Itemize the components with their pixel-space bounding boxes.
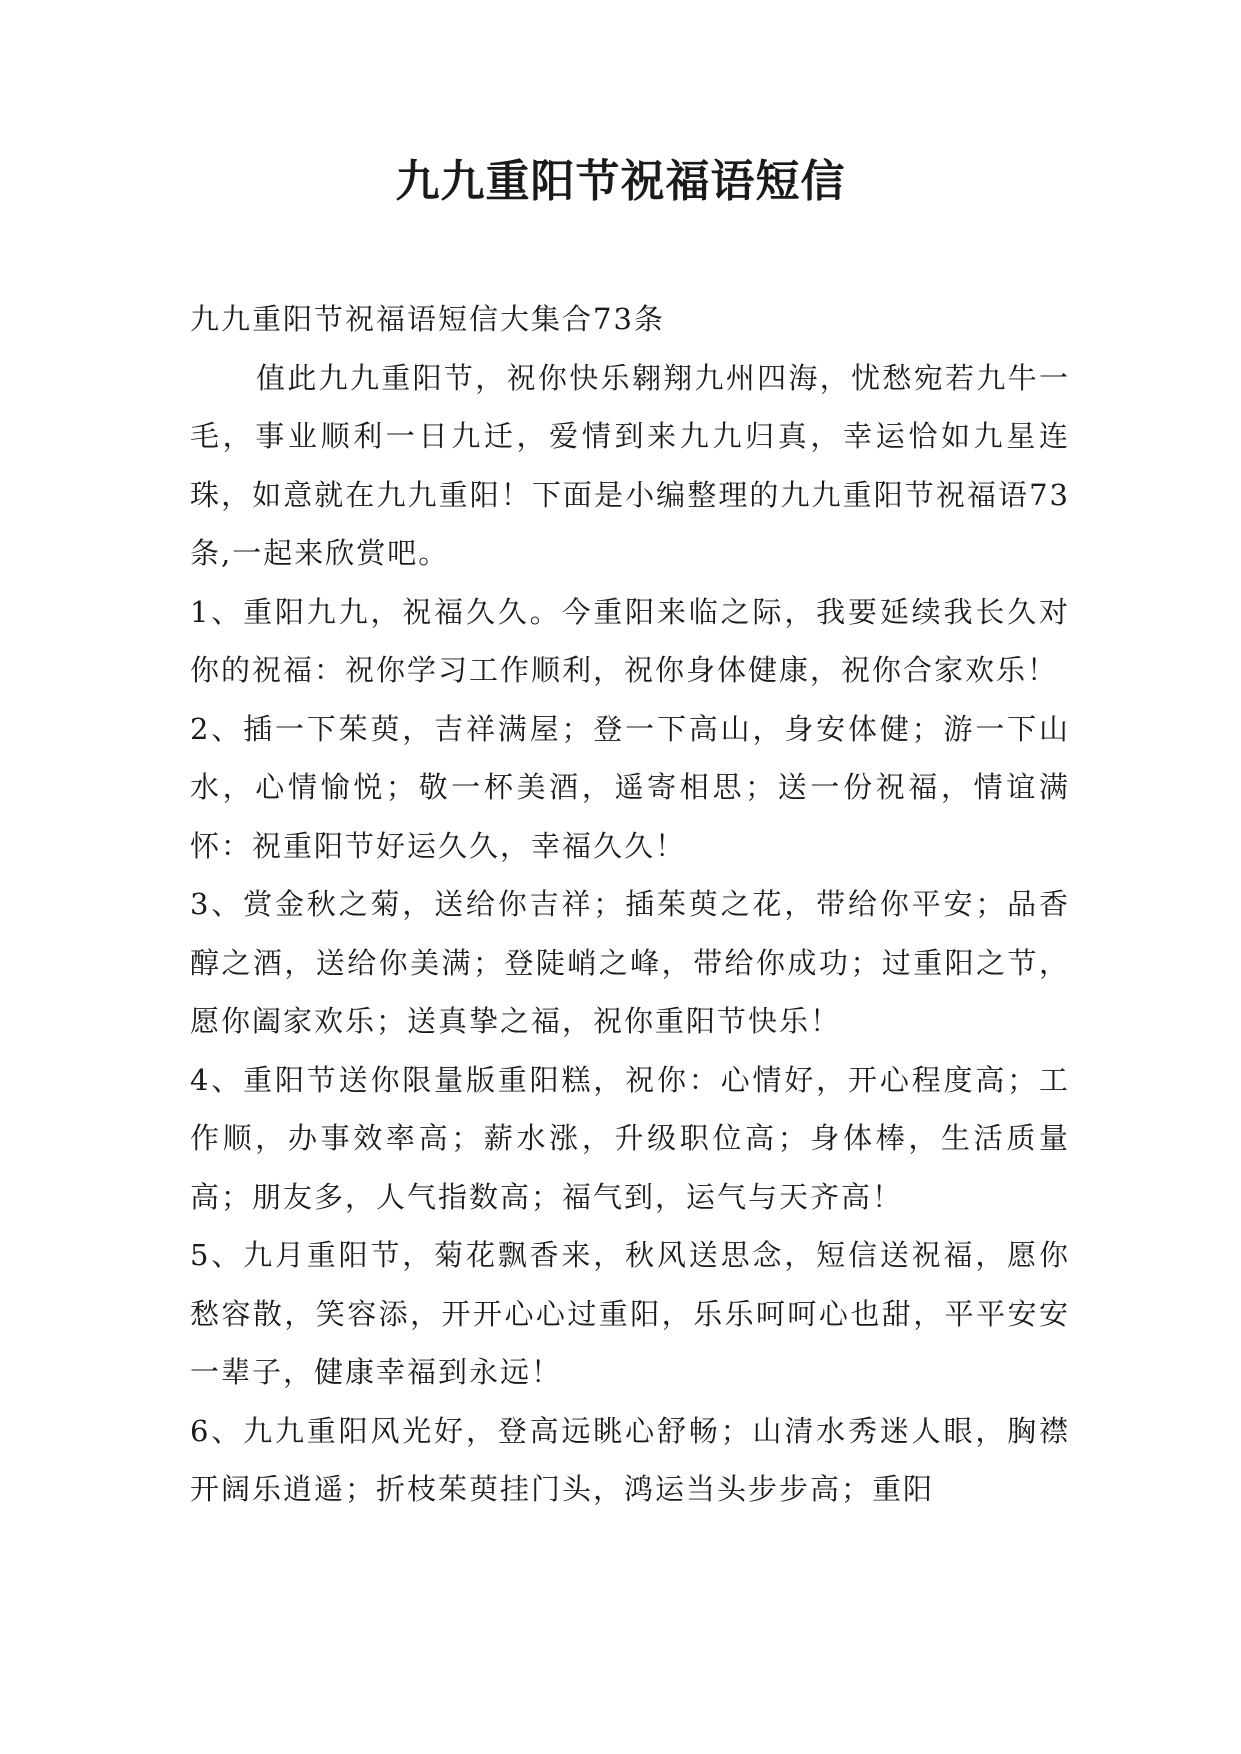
blessing-item-3: 3、赏金秋之菊，送给你吉祥；插茱萸之花，带给你平安；品香醇之酒，送给你美满；登陡峭之峰，带给你成功；过重阳之节，愿你阖家欢乐；送真挚之福，祝你重阳节快乐！	[190, 887, 1070, 1038]
blessing-item-1: 1、重阳九九，祝福久久。今重阳来临之际，我要延续我长久对你的祝福：祝你学习工作顺利，祝你身体健康，祝你合家欢乐！	[190, 594, 1070, 687]
blessing-item-4: 4、重阳节送你限量版重阳糕，祝你：心情好，开心程度高；工作顺，办事效率高；薪水涨，升级职位高；身体棒，生活质量高；朋友多，人气指数高；福气到，运气与天齐高！	[190, 1062, 1070, 1214]
document-body	[190, 290, 1070, 1519]
document-subtitle: 九九重阳节祝福语短信大集合73条	[190, 302, 665, 336]
blessing-item-6: 6、九九重阳风光好，登高远眺心舒畅；山清水秀迷人眼，胸襟开阔乐逍遥；折枝茱萸挂门头，鸿运当头步步高；重阳	[190, 1413, 1070, 1506]
blessing-item-2: 2、插一下茱萸，吉祥满屋；登一下高山，身安体健；游一下山水，心情愉悦；敬一杯美酒，遥寄相思；送一份祝福，情谊满怀：祝重阳节好运久久，幸福久久！	[190, 711, 1070, 863]
blessing-item-5: 5、九月重阳节，菊花飘香来，秋风送思念，短信送祝福，愿你愁容散，笑容添，开开心心过重阳，乐乐呵呵心也甜，平平安安一辈子，健康幸福到永远！	[190, 1238, 1070, 1389]
intro-paragraph: 值此九九重阳节，祝你快乐翱翔九州四海，忧愁宛若九牛一毛，事业顺利一日九迁，爱情到来九九归真，幸运恰如九星连珠，如意就在九九重阳！下面是小编整理的九九重阳节祝福语73条,一起来欣赏吧。	[190, 360, 1070, 570]
document-title: 九九重阳节祝福语短信	[395, 156, 846, 207]
